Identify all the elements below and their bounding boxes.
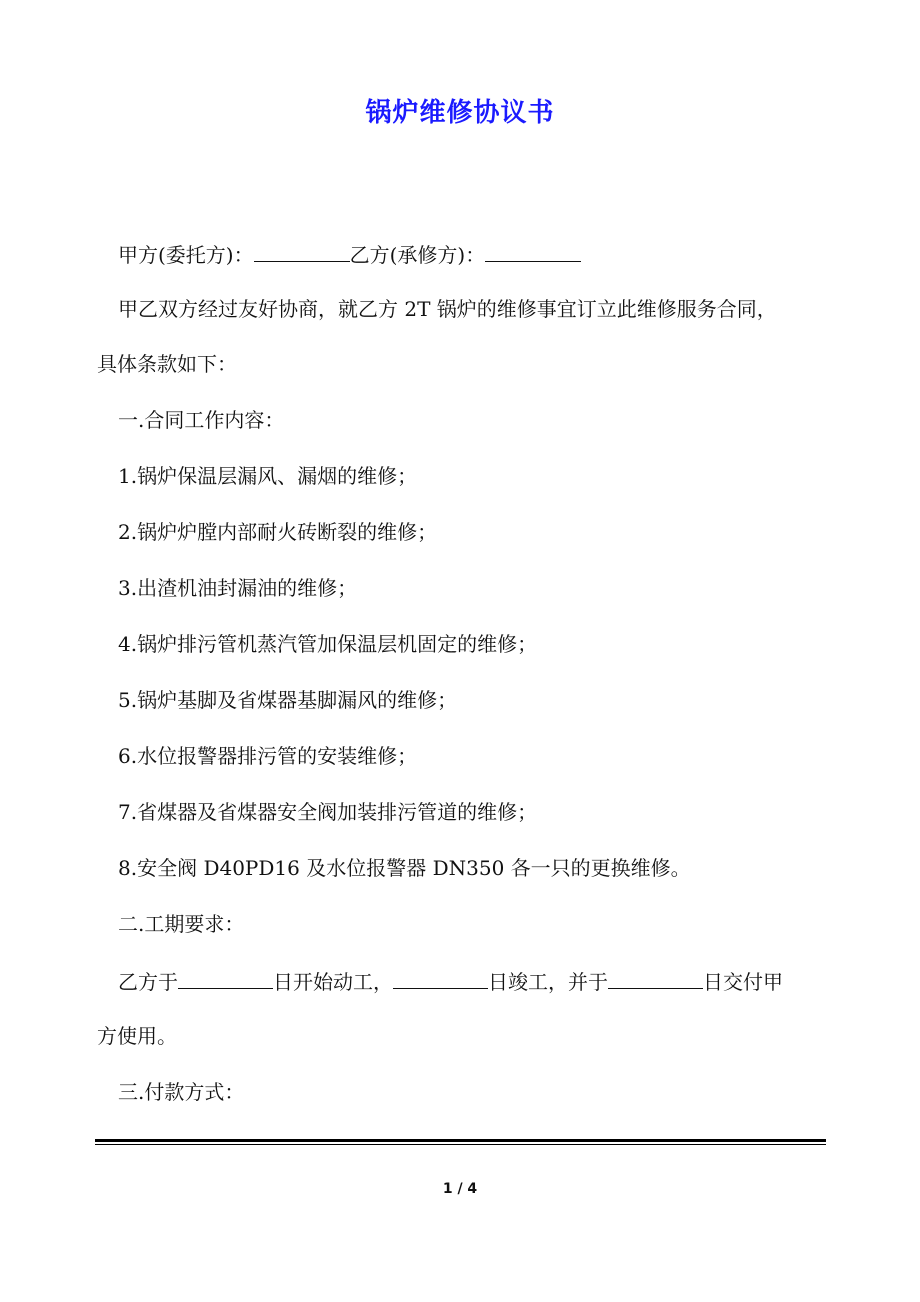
party-b-blank <box>485 239 581 262</box>
start-date-blank <box>178 966 273 989</box>
footer-divider-thick <box>95 1139 826 1142</box>
party-b-label: 乙方(承修方)： <box>349 243 486 267</box>
work-item-2: 2.锅炉炉膛内部耐火砖断裂的维修； <box>118 520 438 544</box>
party-a-blank <box>254 239 350 262</box>
page-number: 1 / 4 <box>442 1181 478 1197</box>
parties-line <box>118 239 581 269</box>
start-suffix: 日开始动工， <box>273 970 393 994</box>
work-item-4: 4.锅炉排污管机蒸汽管加保温层机固定的维修； <box>118 632 538 656</box>
finish-date-blank <box>393 966 488 989</box>
schedule-line-2: 方使用。 <box>97 1024 177 1048</box>
footer-divider-thin <box>95 1144 826 1145</box>
party-a-label: 甲方(委托方)： <box>118 243 254 267</box>
work-item-5: 5.锅炉基脚及省煤器基脚漏风的维修； <box>118 688 458 712</box>
work-item-1: 1.锅炉保温层漏风、漏烟的维修； <box>118 464 418 488</box>
deliver-date-blank <box>608 966 703 989</box>
schedule-line-1 <box>118 966 783 996</box>
section-1-heading: 一.合同工作内容： <box>118 408 285 432</box>
work-item-8: 8.安全阀 D40PD16 及水位报警器 DN350 各一只的更换维修。 <box>118 856 691 880</box>
finish-suffix: 日竣工，并于 <box>488 970 608 994</box>
work-item-7: 7.省煤器及省煤器安全阀加装排污管道的维修； <box>118 800 538 824</box>
document-title: 锅炉维修协议书 <box>365 98 555 128</box>
schedule-prefix: 乙方于 <box>118 970 178 994</box>
section-2-heading: 二.工期要求： <box>118 912 245 936</box>
deliver-suffix: 日交付甲 <box>703 970 783 994</box>
work-item-3: 3.出渣机油封漏油的维修； <box>118 576 358 600</box>
intro-line-1: 甲乙双方经过友好协商，就乙方 2T 锅炉的维修事宜订立此维修服务合同， <box>118 297 777 321</box>
intro-line-2: 具体条款如下： <box>97 352 237 376</box>
section-3-heading: 三.付款方式： <box>118 1080 245 1104</box>
work-item-6: 6.水位报警器排污管的安装维修； <box>118 744 418 768</box>
